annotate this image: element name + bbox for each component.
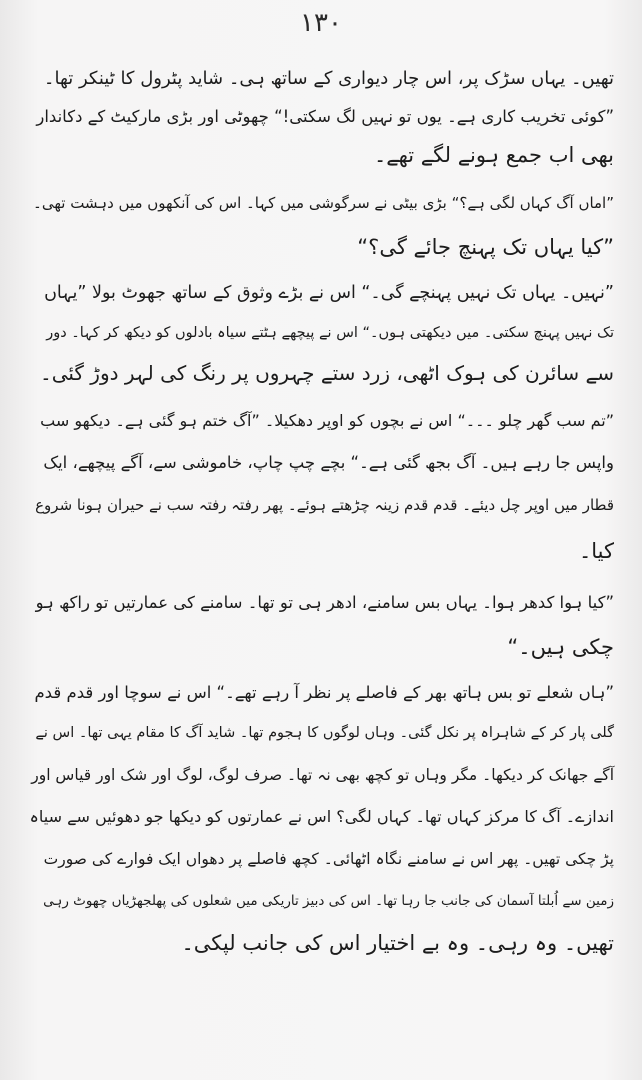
text-line: پڑ چکی تھیں۔ پھر اس نے سامنے نگاہ اٹھائی۔ کچھ فاصلے پر دھواں ایک فوارے کی صورت <box>43 850 614 868</box>
text-line: تک نہیں پہنچ سکتی۔ میں دیکھتی ہوں۔“ اس نے پیچھے ہٹتے سیاہ بادلوں کو دیکھ کر کہا۔ دور <box>46 325 614 341</box>
text-line: آگے جھانک کر دیکھا۔ مگر وہاں تو کچھ بھی نہ تھا۔ صرف لوگ، لوگ اور شک اور قیاس اور <box>31 766 614 784</box>
body-text <box>30 64 614 1064</box>
text-line: چکی ہیں۔“ <box>507 635 614 659</box>
page-number: ۱۳۰ <box>300 8 342 38</box>
text-line: تھیں۔ وہ رہی۔ وہ بے اختیار اس کی جانب لپکی۔ <box>181 931 614 955</box>
text-line: ”ہاں شعلے تو بس ہاتھ بھر کے فاصلے پر نظر آ رہے تھے۔“ اس نے سوچا اور قدم قدم <box>34 683 614 702</box>
text-line: ”نہیں۔ یہاں تک نہیں پہنچے گی۔“ اس نے بڑے وثوق کے ساتھ جھوٹ بولا ”یہاں <box>44 283 614 303</box>
text-line: بھی اب جمع ہونے لگے تھے۔ <box>373 143 614 167</box>
text-line: تھیں۔ یہاں سڑک پر، اس چار دیواری کے ساتھ ہی۔ شاید پٹرول کا ٹینکر تھا۔ <box>43 68 614 89</box>
text-line: ”کیا یہاں تک پہنچ جائے گی؟“ <box>357 235 614 259</box>
text-line: گلی پار کر کے شاہراہ پر نکل گئی۔ وہاں لوگوں کا ہجوم تھا۔ شاید آگ کا مقام یہی تھا۔ اس نے <box>35 725 614 741</box>
text-line: ”کوئی تخریب کاری ہے۔ یوں تو نہیں لگ سکتی!“ چھوٹی اور بڑی مارکیٹ کے دکاندار <box>36 107 614 126</box>
text-line: زمین سے اُبلتا آسمان کی جانب جا رہا تھا۔ اس کی دبیز تاریکی میں شعلوں کی پھلجھڑیاں چھوٹ رہی <box>43 893 614 909</box>
text-line: ”اماں آگ کہاں لگی ہے؟“ بڑی بیٹی نے سرگوشی میں کہا۔ اس کی آنکھوں میں دہشت تھی۔ <box>33 194 614 212</box>
text-line: ”تم سب گھر چلو ۔۔۔“ اس نے بچوں کو اوپر دھکیلا۔ ”آگ ختم ہو گئی ہے۔ دیکھو سب <box>40 411 614 430</box>
text-line: کیا۔ <box>578 539 614 563</box>
text-line: سے سائرن کی ہوک اٹھی، زرد ستے چہروں پر رنگ کی لہر دوڑ گئی۔ <box>39 361 614 385</box>
text-line: واپس جا رہے ہیں۔ آگ بجھ گئی ہے۔“ بچے چپ چاپ، خاموشی سے، آگے پیچھے، ایک <box>43 453 614 472</box>
text-line: ”کیا ہوا کدھر ہوا۔ یہاں بس سامنے، ادھر ہی تو تھا۔ سامنے کی عمارتیں تو راکھ ہو <box>35 593 614 612</box>
text-line: قطار میں اوپر چل دیئے۔ قدم قدم زینہ چڑھتے ہوئے۔ پھر رفتہ رفتہ سب نے حیران ہونا شروع <box>35 496 614 514</box>
text-line: اندازے۔ آگ کا مرکز کہاں تھا۔ کہاں لگی؟ اس نے عمارتوں کو دیکھا جو دھوئیں سے سیاہ <box>29 807 614 826</box>
